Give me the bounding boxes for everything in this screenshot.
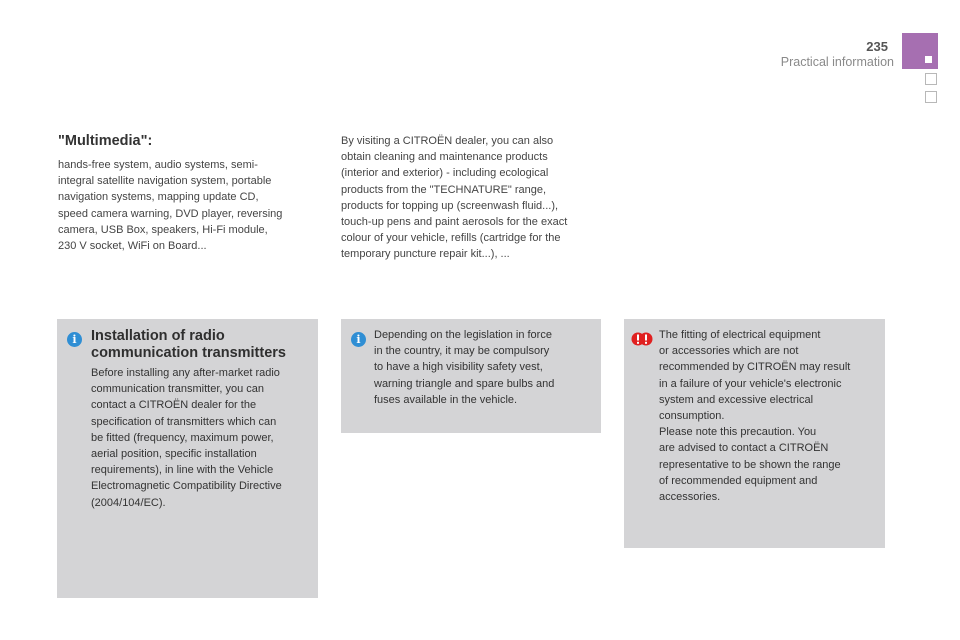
dealer-text xyxy=(341,133,606,263)
text-line: (interior and exterior) - including ecological xyxy=(341,167,549,180)
page-number: 235 xyxy=(866,39,888,54)
warning-icon xyxy=(631,332,653,346)
text-line: Please note this precaution. You xyxy=(659,426,817,439)
text-line: representative to be shown the range xyxy=(659,458,841,471)
text-line: camera, USB Box, speakers, Hi-Fi module, xyxy=(58,223,268,236)
text-line: fuses available in the vehicle. xyxy=(374,393,518,406)
chapter-tab-active xyxy=(902,33,938,69)
text-line: system and excessive electrical xyxy=(659,393,814,406)
legislation-box-text xyxy=(374,327,599,408)
radio-box-text xyxy=(91,365,316,511)
text-line: accessories. xyxy=(659,491,721,504)
text-line: consumption. xyxy=(659,410,725,423)
chapter-tab xyxy=(925,91,937,103)
chapter-tab xyxy=(925,73,937,85)
title-line: communication transmitters xyxy=(91,345,286,361)
text-line: warning triangle and spare bulbs and xyxy=(374,377,555,390)
text-line: in a failure of your vehicle's electronic xyxy=(659,377,842,390)
tab-marker xyxy=(925,56,932,63)
electrical-box-text xyxy=(659,327,883,505)
text-line: temporary puncture repair kit...), ... xyxy=(341,248,510,261)
text-line: requirements), in line with the Vehicle xyxy=(91,464,274,477)
text-line: colour of your vehicle, refills (cartridge for the xyxy=(341,232,561,245)
text-line: touch-up pens and paint aerosols for the exact xyxy=(341,216,568,229)
text-line: products for topping up (screenwash fluid...), xyxy=(341,199,559,212)
text-line: Before installing any after-market radio xyxy=(91,367,280,379)
multimedia-text xyxy=(58,157,318,254)
text-line: obtain cleaning and maintenance products xyxy=(341,151,548,164)
text-line: or accessories which are not xyxy=(659,345,799,358)
radio-box-title xyxy=(91,328,316,362)
text-line: (2004/104/EC). xyxy=(91,496,166,509)
text-line: in the country, it may be compulsory xyxy=(374,345,550,358)
info-icon: i xyxy=(67,332,82,347)
text-line: are advised to contact a CITROËN xyxy=(659,442,829,455)
warning-box-electrical xyxy=(624,319,885,548)
text-line: aerial position, specific installation xyxy=(91,448,257,461)
text-line: By visiting a CITROËN dealer, you can also xyxy=(341,135,554,147)
text-line: Depending on the legislation in force xyxy=(374,329,552,341)
text-line: products from the "TECHNATURE" range, xyxy=(341,183,547,196)
text-line: navigation systems, mapping update CD, xyxy=(58,191,259,204)
info-icon: i xyxy=(351,332,366,347)
title-line: Installation of radio xyxy=(91,328,225,344)
text-line: communication transmitter, you can xyxy=(91,383,265,396)
text-line: speed camera warning, DVD player, reversing xyxy=(58,207,283,220)
text-line: recommended by CITROËN may result xyxy=(659,361,851,374)
section-title: Practical information xyxy=(780,55,894,69)
text-line: contact a CITROËN dealer for the xyxy=(91,399,257,412)
text-line: specification of transmitters which can xyxy=(91,415,277,428)
info-box-legislation xyxy=(341,319,601,433)
text-line: The fitting of electrical equipment xyxy=(659,329,821,341)
multimedia-heading: "Multimedia": xyxy=(58,133,153,149)
text-line: integral satellite navigation system, portable xyxy=(58,175,272,188)
text-line: to have a high visibility safety vest, xyxy=(374,361,543,374)
text-line: hands-free system, audio systems, semi- xyxy=(58,159,258,171)
text-line: be fitted (frequency, maximum power, xyxy=(91,431,274,444)
text-line: 230 V socket, WiFi on Board... xyxy=(58,240,207,253)
info-box-radio xyxy=(57,319,318,598)
text-line: of recommended equipment and xyxy=(659,474,818,487)
text-line: Electromagnetic Compatibility Directive xyxy=(91,480,282,493)
